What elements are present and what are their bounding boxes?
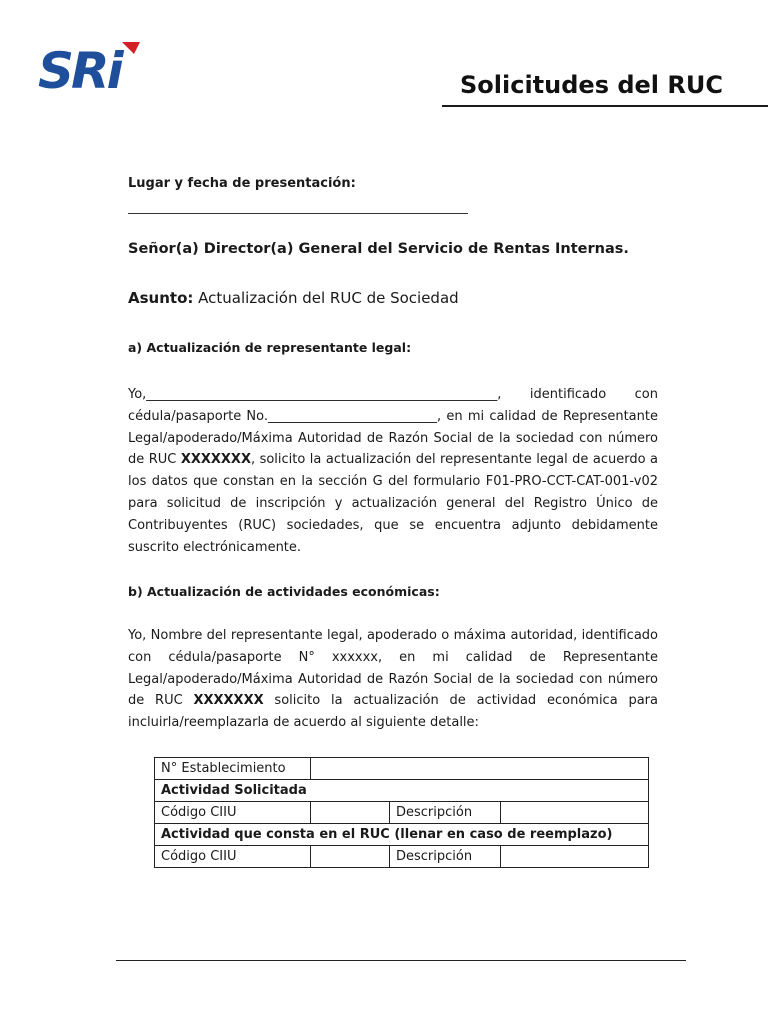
subject-label: Asunto: [128,289,194,307]
activity-table [154,757,649,868]
ciiu-label-cell-2: Código CIIU [155,846,311,868]
ciiu-value-cell[interactable] [311,802,390,824]
section-a-text-2: , solicito la actualización del representante legal de acuerdo a los datos que constan en la sección G del formulario F01-PRO-CCT-CAT-001-v02 para solicitud de inscripción y actualización general del Registro Único de Contribuyentes (RUC) sociedades, que se encuentra adjunto debidamente suscrito electrónicamente. [128,452,658,555]
place-date-label: Lugar y fecha de presentación: [128,176,356,191]
logo-red-accent [122,42,140,54]
header-rule [442,105,768,107]
section-a-text-1: Yo,______________________________________________________, identificado con cédula/pasaporte No.__________________________, en mi calidad de Representante Legal/apoderado/Máxima Autoridad de Razón Social de la sociedad con número de RUC [128,387,658,468]
section-a-paragraph [128,384,658,558]
subject-text: Actualización del RUC de Sociedad [198,289,459,307]
place-date-line [128,213,468,214]
ciiu-label-cell: Código CIIU [155,802,311,824]
section-b-text-3: solicito la actualización de actividad económica para incluirla/reemplazarla de acuerdo al siguiente detalle: [128,693,658,731]
section-a-heading: a) Actualización de representante legal: [128,340,412,355]
table-row [155,802,649,824]
establishment-label-cell: N° Establecimiento [155,758,311,780]
table-row [155,758,649,780]
requested-activity-header: Actividad Solicitada [155,780,649,802]
addressee: Señor(a) Director(a) General del Servicio de Rentas Internas. [128,241,629,257]
subject-line [128,289,658,307]
description-value-cell-2[interactable] [501,846,649,868]
section-b-paragraph [128,625,658,734]
section-b-text-2: , en mi calidad de Representante Legal/apoderado/Máxima Autoridad de Razón Social de la sociedad con número de RUC [128,649,658,709]
table-row [155,846,649,868]
table-row [155,824,649,846]
sri-logo [38,40,142,92]
section-b-ruc: XXXXXXX [193,693,264,709]
section-a-ruc: XXXXXXX [180,452,251,468]
current-activity-header: Actividad que consta en el RUC (llenar en caso de reemplazo) [155,824,649,846]
ciiu-value-cell-2[interactable] [311,846,390,868]
footer-rule [116,960,686,961]
document-title: Solicitudes del RUC [460,71,723,99]
section-b-text-1: Yo, Nombre del representante legal, apoderado o máxima autoridad, identificado con cédula/pasaporte [128,628,658,665]
section-b-doc-no: N° xxxxxx [298,649,379,665]
description-label-cell: Descripción [390,802,501,824]
svg-text:SRi: SRi [38,42,121,92]
section-b-heading: b) Actualización de actividades económicas: [128,584,440,599]
description-value-cell[interactable] [501,802,649,824]
table-row [155,780,649,802]
establishment-value-cell[interactable] [311,758,649,780]
description-label-cell-2: Descripción [390,846,501,868]
